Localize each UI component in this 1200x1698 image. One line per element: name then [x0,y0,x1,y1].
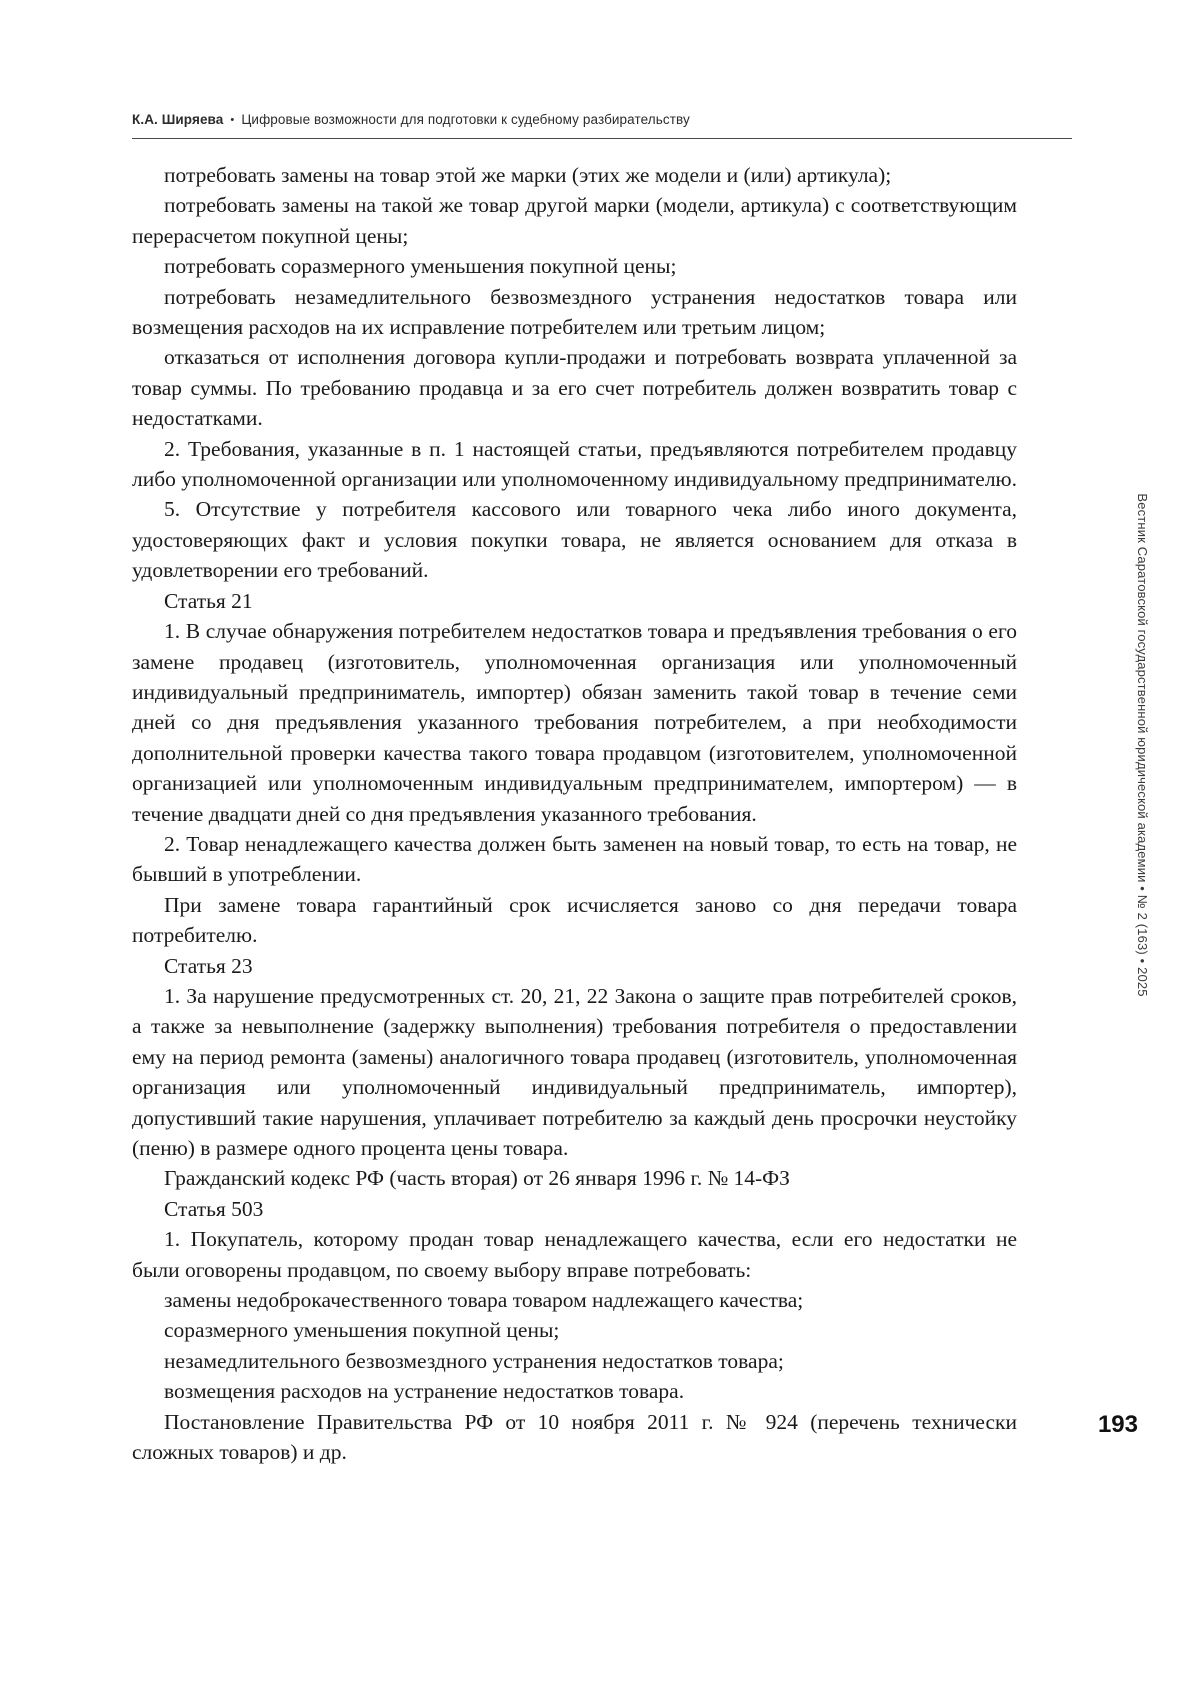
paragraph: незамедлительного безвозмездного устранения недостатков товара; [164,1348,784,1373]
paragraph: отказаться от исполнения договора купли-продажи и потребовать возврата уплаченной за товар суммы. По требованию продавца и за его счет потребитель должен возвратить товар с недостатками. [132,345,1017,431]
side-caption [1135,493,1160,1365]
running-head-author: К.А. Ширяева [132,112,224,127]
paragraph: 2. Требования, указанные в п. 1 настоящей статьи, предъявляются потребителем продавцу либо уполномоченной организации или уполномоченному индивидуальному предпринимателю. [132,436,1017,492]
paragraph: 5. Отсутствие у потребителя кассового или товарного чека либо иного документа, удостоверяющих факт и условия покупки товара, не является основанием для отказа в удовлетворении его требований. [132,497,1017,583]
paragraph: потребовать замены на такой же товар другой марки (модели, артикула) с соответствующим перерасчетом покупной цены; [132,193,1017,248]
paragraph: потребовать соразмерного уменьшения покупной цены; [164,254,677,279]
paragraph: замены недоброкачественного товара товаром надлежащего качества; [164,1288,804,1313]
paragraph: потребовать незамедлительного безвозмездного устранения недостатков товара или возмещения расходов на их исправление потребителем или третьим лицом; [132,284,1017,340]
paragraph: 1. Покупатель, которому продан товар ненадлежащего качества, если его недостатки не были оговорены продавцом, по своему выбору вправе потребовать: [132,1227,1017,1282]
paragraph: Постановление Правительства РФ от 10 ноября 2011 г. № 924 (перечень технически сложных товаров) и др. [132,1409,1017,1465]
paragraph: Гражданский кодекс РФ (часть вторая) от 26 января 1996 г. № 14-ФЗ [164,1166,790,1191]
paragraph: 2. Товар ненадлежащего качества должен быть заменен на новый товар, то есть на товар, не бывший в употреблении. [132,831,1017,887]
article-heading: Статья 23 [164,953,253,978]
running-head-title: Цифровые возможности для подготовки к судебному разбирательству [241,112,690,127]
paragraph: При замене товара гарантийный срок исчисляется заново со дня передачи товара потребителю. [132,892,1017,948]
body-text-column [132,160,1017,1467]
paragraph: возмещения расходов на устранение недостатков товара. [164,1379,685,1404]
article-heading: Статья 21 [164,588,253,613]
running-head-divider [132,138,1072,139]
running-head-separator: • [230,114,235,127]
article-heading: Статья 503 [164,1196,264,1221]
paragraph: 1. В случае обнаружения потребителем недостатков товара и предъявления требования о его замене продавец (изготовитель, уполномоченная организация или уполномоченный индивидуальный предприниматель, импортер) обязан заменить такой товар в течение семи дней со дня предъявления указанного требования потребителем, а при необходимости дополнительной проверки качества такого товара продавцом (изготовителем, уполномоченной организацией или уполномоченным индивидуальным предпринимателем, импортером) — в течение двадцати дней со дня предъявления указанного требования. [132,619,1017,826]
paragraph: потребовать замены на товар этой же марки (этих же модели и (или) артикула); [164,163,892,187]
paragraph: 1. За нарушение предусмотренных ст. 20, 21, 22 Закона о защите прав потребителей сроков, а также за невыполнение (задержку выполнения) требования потребителя о предоставлении ему на период ремонта (замены) аналогичного товара продавец (изготовитель, уполномоченная организация или уполномоченный индивидуальный предприниматель, импортер), допустивший такие нарушения, уплачивает потребителю за каждый день просрочки неустойку (пеню) в размере одного процента цены товара. [132,983,1017,1160]
page-number: 193 [1097,1411,1138,1438]
side-caption-text: Вестник Саратовской государственной юридической академии • № 2 (163) • 2025 [1135,493,1150,997]
running-head [132,112,1072,127]
paragraph: соразмерного уменьшения покупной цены; [164,1318,560,1343]
